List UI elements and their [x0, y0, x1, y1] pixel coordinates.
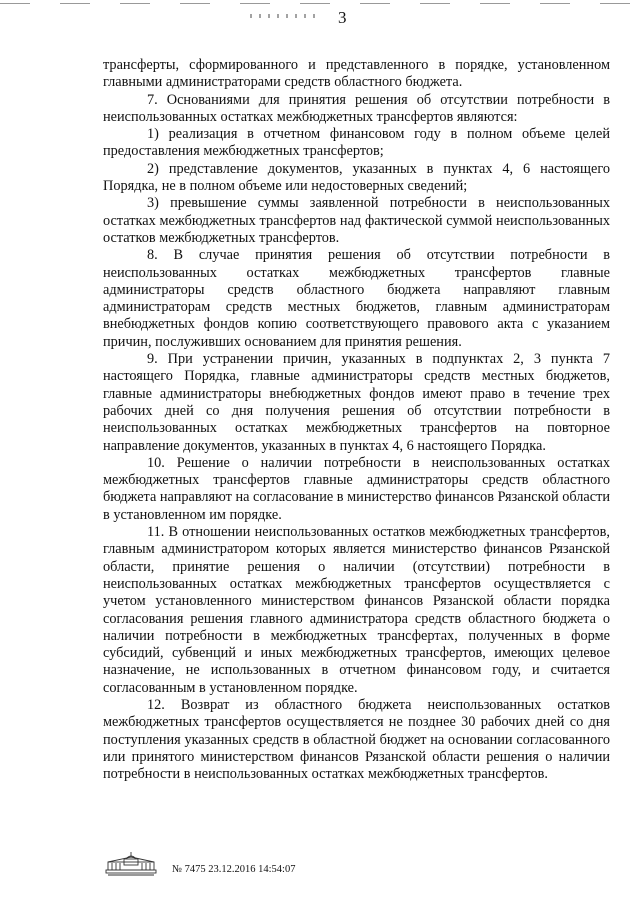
scan-edge-line	[0, 3, 640, 4]
paragraph-continuation: трансферты, сформированного и представленного в порядке, установленном главными администраторами средств областного бюджета.	[103, 57, 610, 91]
page-number: 3	[338, 8, 347, 27]
registration-footer	[104, 850, 404, 880]
paragraph-subitem-1: 1) реализация в отчетном финансовом году в полном объеме целей предоставления межбюджетных трансфертов;	[103, 126, 610, 160]
paragraph-subitem-2: 2) представление документов, указанных в пунктах 4, 6 настоящего Порядка, не в полном объеме или недостоверных сведений;	[103, 160, 610, 195]
paragraph-item-8: 8. В случае принятия решения об отсутствии потребности в неиспользованных остатках межбюджетных трансфертов главные администраторы средств областного бюджета направляют главным администраторам средств местных бюджетов, главным администраторам внебюджетных фондов копию соответствующего правового акта с указанием причин, послуживших основанием для принятия решения.	[103, 247, 610, 350]
paragraph-subitem-3: 3) превышение суммы заявленной потребности в неиспользованных остатках межбюджетных трансфертов над фактической суммой неиспользованных остатков межбюджетных трансфертов.	[103, 195, 610, 246]
government-building-emblem-icon	[104, 850, 158, 876]
document-body	[103, 57, 610, 783]
registration-stamp: № 7475 23.12.2016 14:54:07	[172, 864, 296, 875]
paragraph-item-10: 10. Решение о наличии потребности в неиспользованных остатках межбюджетных трансфертов главные администраторы средств областного бюджета направляют на согласование в министерство финансов Рязанской области в установленном им порядке.	[103, 454, 610, 523]
paragraph-item-12: 12. Возврат из областного бюджета неиспользованных остатков межбюджетных трансфертов осуществляется не позднее 30 рабочих дней со дня поступления указанных средств в областной бюджет на основании согласованного или принятого министерством финансов Рязанской области решения о наличии потребности в неиспользованных остатках межбюджетных трансфертов.	[103, 696, 610, 783]
paragraph-item-11: 11. В отношении неиспользованных остатков межбюджетных трансфертов, главным администратором которых является министерство финансов Рязанской области, принятие решения о наличии (отсутствии) потребности в неиспользованных остатках межбюджетных трансфертов осуществляется с учетом установленного министерством финансов Рязанской области порядка согласования решения главного администратора средств областного бюджета о наличии потребности в межбюджетных трансфертах, полученных в форме субсидий, субвенций и иных межбюджетных трансфертов, имеющих целевое назначение, не использованных в отчетном финансовом году, и считается согласованным в установленном порядке.	[103, 524, 610, 696]
paragraph-item-7: 7. Основаниями для принятия решения об отсутствии потребности в неиспользованных остатках межбюджетных трансфертов являются:	[103, 91, 610, 125]
scan-noise	[250, 14, 320, 18]
paragraph-item-9: 9. При устранении причин, указанных в подпунктах 2, 3 пункта 7 настоящего Порядка, главные администраторы средств местных бюджетов, главные администраторы внебюджетных фондов имеют право в течение трех рабочих дней со дня получения решения об отсутствии потребности в неиспользованных остатках межбюджетных трансфертов на повторное направление документов, указанных в пунктах 4, 6 настоящего Порядка.	[103, 351, 610, 454]
